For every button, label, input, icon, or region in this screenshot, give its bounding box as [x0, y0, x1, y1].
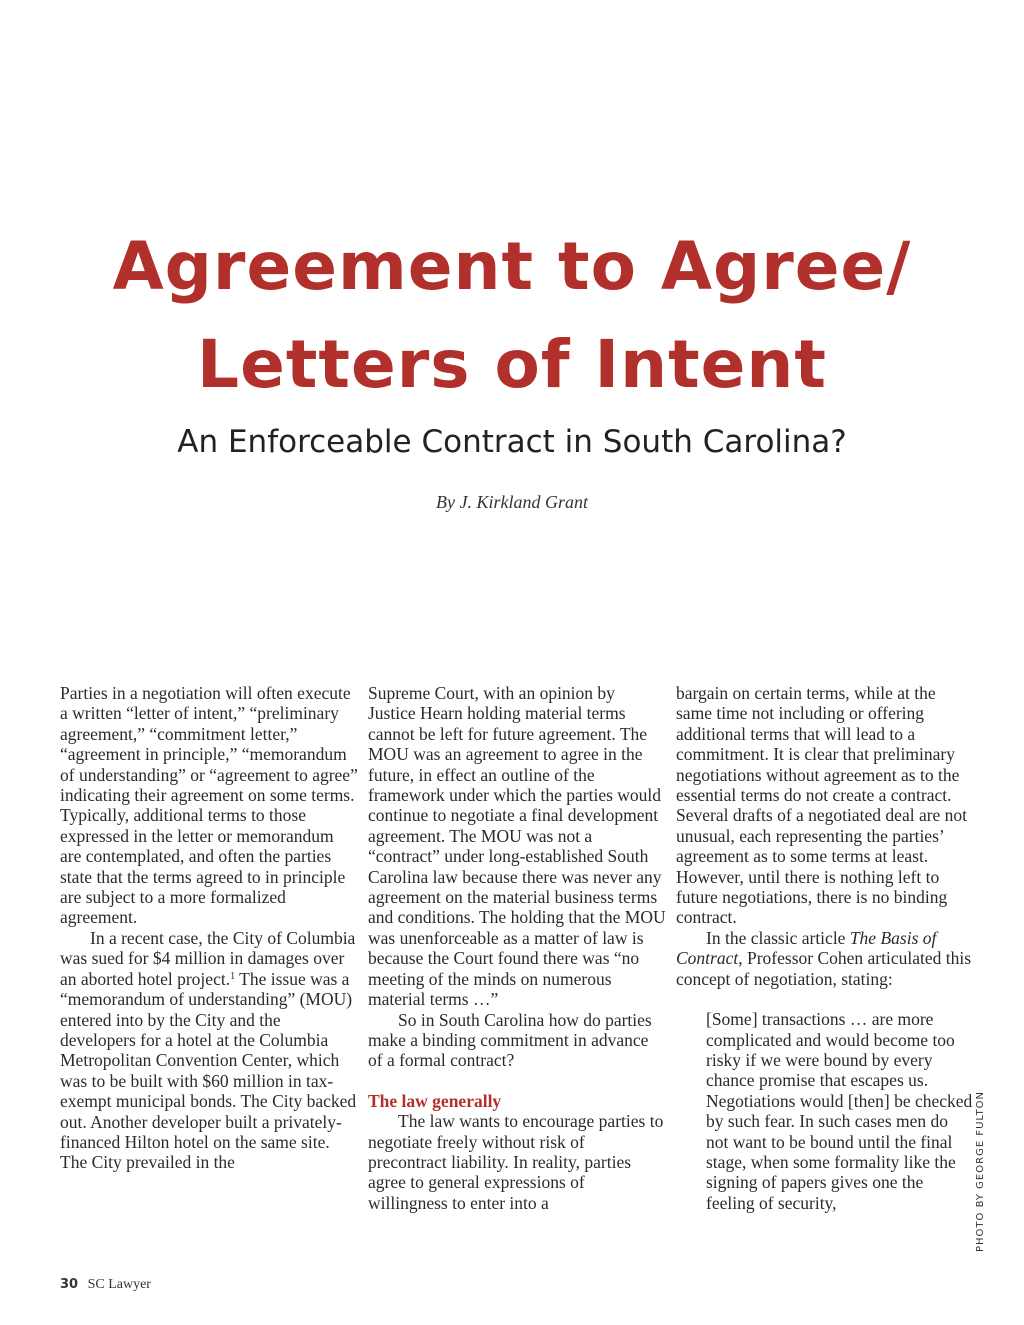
paragraph: [676, 928, 974, 989]
paragraph: The law wants to encourage parties to negotiate freely without risk of precontract liability. In reality, parties agree to general expressions of willingness to enter into a: [368, 1111, 664, 1213]
article-title-line-1: Agreement to Agree/: [112, 228, 912, 305]
page-footer: [60, 1276, 151, 1294]
paragraph: bargain on certain terms, while at the same time not including or offering additional terms that will lead to a commitment. It is clear that preliminary negotiations without agreement as to the essential terms do not create a contract. Several drafts of a negotiated deal are not unusual, each representing the parties’ agreement as to some terms at least. However, until there is nothing left to future negotiations, there is no binding contract.: [676, 683, 968, 928]
text-run: , Professor Cohen articulated this concept of negotiation, stating:: [676, 948, 972, 989]
paragraph: Supreme Court, with an opinion by Justice Hearn holding material terms cannot be left for future agreement. The MOU was an agreement to agree in the future, in effect an outline of the framework under which the parties would continue to negotiate a final development agreement. The MOU was not a “contract” under long-established South Carolina law because there was never any agreement on the material business terms and conditions. The holding that the MOU was unenforceable as a matter of law is because the Court found there was “no meeting of the minds on numerous material terms …”: [368, 683, 666, 1010]
text-run: In the classic article: [706, 927, 850, 948]
paragraph: So in South Carolina how do parties make a binding commitment in advance of a formal contract?: [368, 1009, 652, 1071]
publication-name: SC Lawyer: [87, 1277, 151, 1292]
text-run: In a recent case, the City of Columbia was sued for $4 million in damages over an aborted hotel project.: [60, 927, 356, 989]
article-subtitle: An Enforceable Contract in South Carolina?: [177, 424, 847, 460]
block-quote: [Some] transactions … are more complicated and would become too risky if we were bound by every chance promise that escapes us. Negotiations would [then] be checked by such fear. In such cases men do not want to be bound until the final stage, when some formality like the signing of papers gives one the feeling of security,: [706, 1009, 973, 1213]
body-column-1: [60, 683, 358, 1173]
page-number: 30: [60, 1277, 79, 1292]
body-column-3: [676, 683, 974, 1213]
footnote-ref: 1: [230, 970, 236, 982]
article-citation: The Basis of Contract: [676, 927, 937, 969]
byline: By J. Kirkland Grant: [436, 492, 588, 512]
photo-credit: PHOTO BY GEORGE FULTON: [975, 1090, 986, 1252]
paragraph: [60, 928, 358, 1173]
section-heading: The law generally: [368, 1090, 502, 1111]
body-column-2: [368, 683, 666, 1213]
paragraph: Parties in a negotiation will often execute a written “letter of intent,” “preliminary agreement,” “commitment letter,” “agreement in principle,” “memorandum of understanding” or “agreement to agree” indicating their agreement on some terms. Typically, additional terms to those expressed in the letter or memorandum are contemplated, and often the parties state that the terms agreed to in principle are subject to a more formalized agreement.: [60, 683, 358, 928]
text-run: The issue was a “memorandum of understanding” (MOU) entered into by the City and the developers for a hotel at the Columbia Metropolitan Convention Center, which was to be built with $60 million in tax-exempt municipal bonds. The City backed out. Another developer built a privately-financed Hilton hotel on the same site. The City prevailed in the: [60, 968, 357, 1173]
article-title-line-2: Letters of Intent: [197, 326, 827, 403]
